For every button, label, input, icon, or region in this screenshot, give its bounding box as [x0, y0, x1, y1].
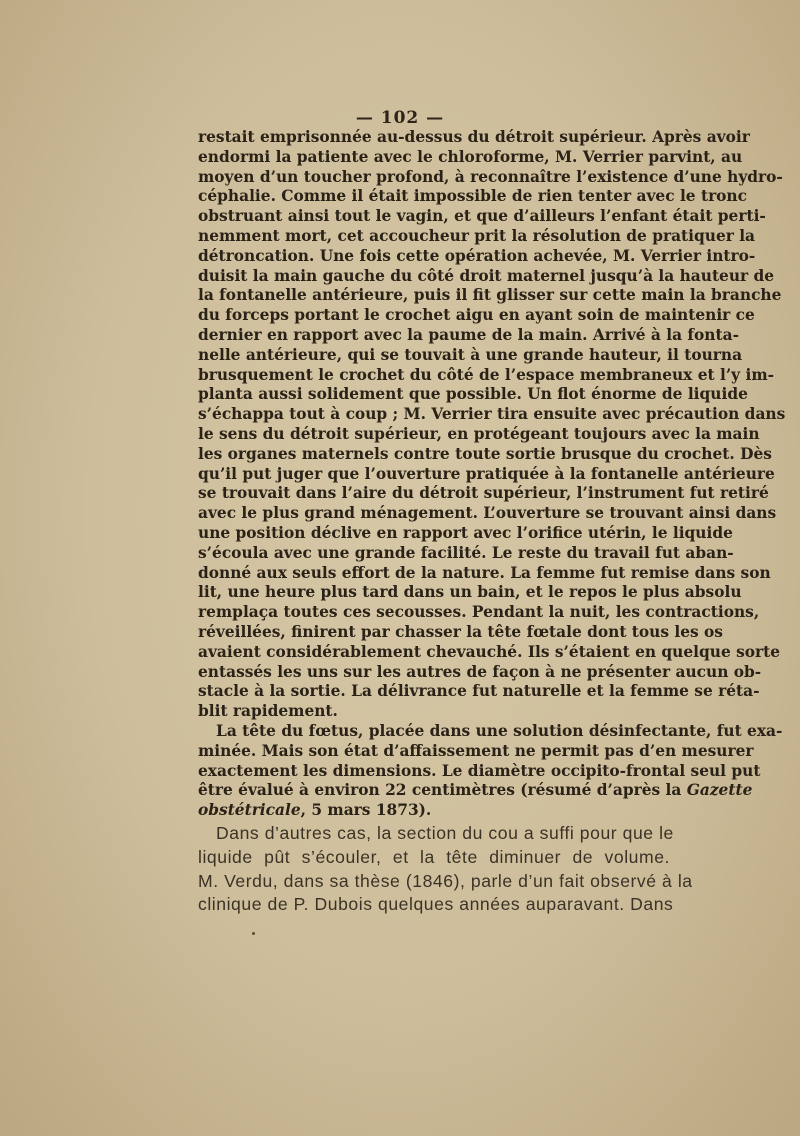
text-line: moyen d’un toucher profond, à reconnaître l’existence d’une hydro-	[198, 167, 783, 186]
text-fragment: être évalué à environ 22 centimètres (résumé d’après la	[198, 781, 682, 800]
text-line: clinique de P. Dubois quelques années auparavant. Dans	[198, 894, 674, 915]
text-line: s’écoula avec une grande facilité. Le reste du travail fut aban-	[198, 543, 734, 562]
text-line: remplaça toutes ces secousses. Pendant la nuit, les contractions,	[198, 603, 760, 622]
text-line: exactement les dimensions. Le diamètre occipito-frontal seul put	[198, 761, 761, 780]
text-line: restait emprisonnée au-dessus du détroit supérieur. Après avoir	[198, 128, 750, 146]
text-line: duisit la main gauche du côté droit maternel jusqu’à la hauteur de	[198, 266, 775, 285]
text-line: stacle à la sortie. La délivrance fut naturelle et la femme se réta-	[198, 682, 760, 701]
text-line: une position déclive en rapport avec l’orifice utérin, le liquide	[198, 523, 733, 542]
text-line: brusquement le crochet du côté de l’espace membraneux et l’y im-	[198, 365, 774, 384]
text-line: lit, une heure plus tard dans un bain, et le repos le plus absolu	[198, 583, 742, 602]
text-line: avec le plus grand ménagement. L’ouverture se trouvant ainsi dans	[198, 504, 777, 523]
text-line: dernier en rapport avec la paume de la main. Arrivé à la fonta-	[198, 325, 739, 344]
text-line: endormi la patiente avec le chloroforme, M. Verrier parvint, au	[198, 147, 743, 166]
text-line: M. Verdu, dans sa thèse (1846), parle d’un fait observé à la	[198, 870, 693, 891]
text-line: la fontanelle antérieure, puis il fit glisser sur cette main la branche	[198, 286, 782, 305]
text-line: nemment mort, cet accoucheur prit la résolution de pratiquer la	[198, 226, 756, 245]
text-line: le sens du détroit supérieur, en protégeant toujours avec la main	[198, 424, 760, 443]
page-number: — 102 —	[355, 108, 445, 128]
text-line: Dans d’autres cas, la section du cou a suffi pour que le	[216, 823, 674, 843]
text-line	[198, 801, 670, 821]
citation-date: , 5 mars 1873).	[300, 801, 432, 820]
journal-title-fragment: obstétricale	[198, 801, 301, 820]
text-line: obstruant ainsi tout le vagin, et que d’ailleurs l’enfant était perti-	[198, 207, 766, 226]
text-line: donné aux seuls effort de la nature. La femme fut remise dans son	[198, 563, 771, 582]
text-line: minée. Mais son état d’affaissement ne permit pas d’en mesurer	[198, 741, 754, 760]
text-line: céphalie. Comme il était impossible de rien tenter avec le tronc	[198, 187, 747, 206]
text-line: avaient considérablement chevauché. Ils s’étaient en quelque sorte	[198, 642, 781, 661]
text-line: blit rapidement.	[198, 702, 338, 721]
text-line	[198, 781, 753, 801]
text-line: réveillées, finirent par chasser la tête fœtale dont tous les os	[198, 622, 723, 641]
text-line: nelle antérieure, qui se touvait à une grande hauteur, il tourna	[198, 345, 743, 364]
text-line: les organes maternels contre toute sortie brusque du crochet. Dès	[198, 444, 772, 463]
journal-title-fragment: Gazette	[686, 781, 753, 800]
text-line: liquide pût s’écouler, et la tête diminuer de volume.	[198, 846, 670, 867]
body-paragraph	[198, 822, 693, 917]
text-line: s’échappa tout à coup ; M. Verrier tira ensuite avec précaution dans	[198, 405, 786, 424]
text-line: entassés les uns sur les autres de façon à ne présenter aucun ob-	[198, 662, 762, 681]
quoted-case-text	[198, 128, 786, 821]
text-line: du forceps portant le crochet aigu en ayant soin de maintenir ce	[198, 306, 755, 325]
text-line: La tête du fœtus, placée dans une solution désinfectante, fut exa-	[216, 721, 783, 740]
text-line: planta aussi solidement que possible. Un flot énorme de liquide	[198, 385, 748, 404]
text-line: se trouvait dans l’aire du détroit supérieur, l’instrument fut retiré	[198, 484, 769, 503]
paper-speck	[252, 932, 255, 935]
text-line: détroncation. Une fois cette opération achevée, M. Verrier intro-	[198, 246, 756, 265]
text-line: qu’il put juger que l’ouverture pratiquée à la fontanelle antérieure	[198, 464, 775, 483]
